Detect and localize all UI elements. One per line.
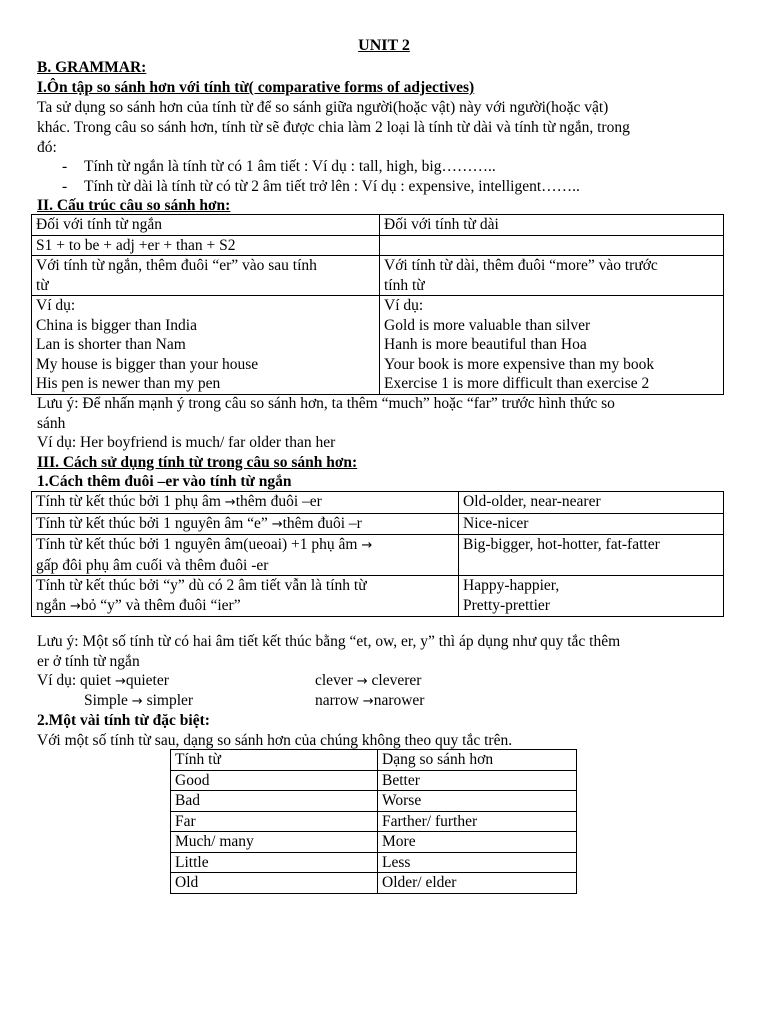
example-line: Ví dụ:	[384, 297, 424, 314]
structure-examples-short	[32, 296, 380, 395]
rule-short-line-1: Với tính từ ngắn, thêm đuôi “er” vào sau tính	[36, 257, 317, 274]
arrow-icon: →	[114, 674, 126, 689]
er-rule-3: Tính từ kết thúc bởi 1 nguyên âm(ueoai) +1 phụ âm → gấp đôi phụ âm cuối và thêm đuôi -er	[32, 535, 459, 576]
note-1-line-1: Lưu ý: Để nhấn mạnh ý trong câu so sánh hơn, ta thêm “much” hoặc “far” trước hình thức so	[37, 395, 615, 412]
bullet-long-adjective: Tính từ dài là tính từ có từ 2 âm tiết trở lên : Ví dụ : expensive, intelligent……..	[84, 178, 580, 195]
bullet-dash: -	[62, 178, 68, 195]
note-1-line-2: sánh	[37, 415, 66, 432]
example-simple: Simple → simpler	[84, 692, 194, 709]
arrow-icon: →	[356, 674, 368, 689]
bullet-dash: -	[62, 158, 68, 175]
er-example-3: Big-bigger, hot-hotter, fat-fatter	[459, 535, 724, 576]
intro-line-1: Ta sử dụng so sánh hơn của tính từ để so sánh giữa người(hoặc vật) này với người(hoặc vật)	[37, 99, 609, 116]
section-iii-heading: III. Cách sử dụng tính từ trong câu so sánh hơn:	[37, 454, 358, 471]
arrow-icon: →	[271, 516, 283, 532]
intro-line-3: đó:	[37, 139, 57, 156]
note-1-example: Ví dụ: Her boyfriend is much/ far older than her	[37, 434, 336, 451]
arrow-icon: →	[224, 495, 236, 510]
rule-long-line-1: Với tính từ dài, thêm đuôi “more” vào trước	[384, 257, 658, 274]
er-rule-4: Tính từ kết thúc bởi “y” dù có 2 âm tiết vẫn là tính từ ngắn →bỏ “y” và thêm đuôi “ier”	[32, 576, 459, 617]
section-ii-heading: II. Cấu trúc câu so sánh hơn:	[37, 197, 231, 214]
table-row: Far Farther/ further	[171, 811, 577, 832]
intro-line-2: khác. Trong câu so sánh hơn, tính từ sẽ được chia làm 2 loại là tính từ dài và tính từ ngắn, trong	[37, 119, 630, 136]
table-row: Bad Worse	[171, 791, 577, 812]
example-line: Your book is more expensive than my book	[384, 355, 655, 373]
table-row: Old Older/ elder	[171, 873, 577, 894]
structure-rule-short	[32, 256, 380, 296]
er-rule-1: Tính từ kết thúc bởi 1 phụ âm →thêm đuôi –er	[32, 492, 459, 514]
subsection-2-heading: 2.Một vài tính từ đặc biệt:	[37, 712, 210, 729]
example-line: China is bigger than India	[36, 316, 197, 334]
example-line: His pen is newer than my pen	[36, 375, 221, 392]
unit-title: UNIT 2	[358, 37, 410, 54]
example-clever: clever → cleverer	[315, 672, 422, 689]
arrow-icon: →	[362, 694, 374, 709]
table-row: Good Better	[171, 770, 577, 791]
structure-examples-long	[380, 296, 724, 395]
example-line: Exercise 1 is more difficult than exercise 2	[384, 375, 650, 392]
note-2-line-2: er ở tính từ ngắn	[37, 653, 140, 670]
er-rule-2: Tính từ kết thúc bởi 1 nguyên âm “e” →thêm đuôi –r	[32, 513, 459, 535]
example-line: Gold is more valuable than silver	[384, 316, 591, 334]
structure-rule-long	[380, 256, 724, 296]
example-line: My house is bigger than your house	[36, 355, 259, 373]
section-i-heading: I.Ôn tập so sánh hơn với tính từ( comparative forms of adjectives)	[37, 79, 475, 96]
example-line: Hanh is more beautiful than Hoa	[384, 336, 587, 353]
example-line: Lan is shorter than Nam	[36, 336, 186, 353]
bullet-short-adjective: Tính từ ngắn là tính từ có 1 âm tiết : Ví dụ : tall, high, big………..	[84, 158, 496, 175]
irregular-header-adjective: Tính từ	[171, 750, 378, 771]
subsection-2-intro: Với một số tính từ sau, dạng so sánh hơn của chúng không theo quy tắc trên.	[37, 732, 513, 749]
subsection-1-heading: 1.Cách thêm đuôi –er vào tính từ ngắn	[37, 473, 292, 490]
structure-table	[31, 214, 724, 395]
er-example-2: Nice-nicer	[459, 513, 724, 535]
er-example-1: Old-older, near-nearer	[459, 492, 724, 514]
structure-header-long: Đối với tính từ dài	[380, 215, 724, 236]
table-row: Much/ many More	[171, 832, 577, 853]
section-b-heading: B. GRAMMAR:	[37, 59, 147, 76]
table-row: Little Less	[171, 852, 577, 873]
example-narrow: narrow →narower	[315, 692, 425, 709]
structure-header-short: Đối với tính từ ngắn	[32, 215, 380, 236]
irregular-header-comparative: Dạng so sánh hơn	[378, 750, 577, 771]
arrow-icon: →	[70, 598, 81, 614]
er-rules-table	[31, 491, 724, 617]
rule-long-line-2: tính từ	[384, 276, 425, 294]
rule-short-line-2: từ	[36, 276, 49, 294]
arrow-icon: →	[361, 538, 373, 553]
example-quiet: Ví dụ: quiet →quieter	[37, 672, 169, 689]
er-example-4: Happy-happier, Pretty-prettier	[459, 576, 724, 617]
example-line: Ví dụ:	[36, 297, 76, 314]
arrow-icon: →	[131, 694, 143, 709]
irregular-adjectives-table	[170, 749, 577, 894]
note-2-line-1: Lưu ý: Một số tính từ có hai âm tiết kết thúc bằng “et, ow, er, y” thì áp dụng như quy tắc thêm	[37, 633, 621, 650]
structure-formula: S1 + to be + adj +er + than + S2	[32, 235, 380, 256]
structure-formula-empty	[380, 235, 724, 256]
